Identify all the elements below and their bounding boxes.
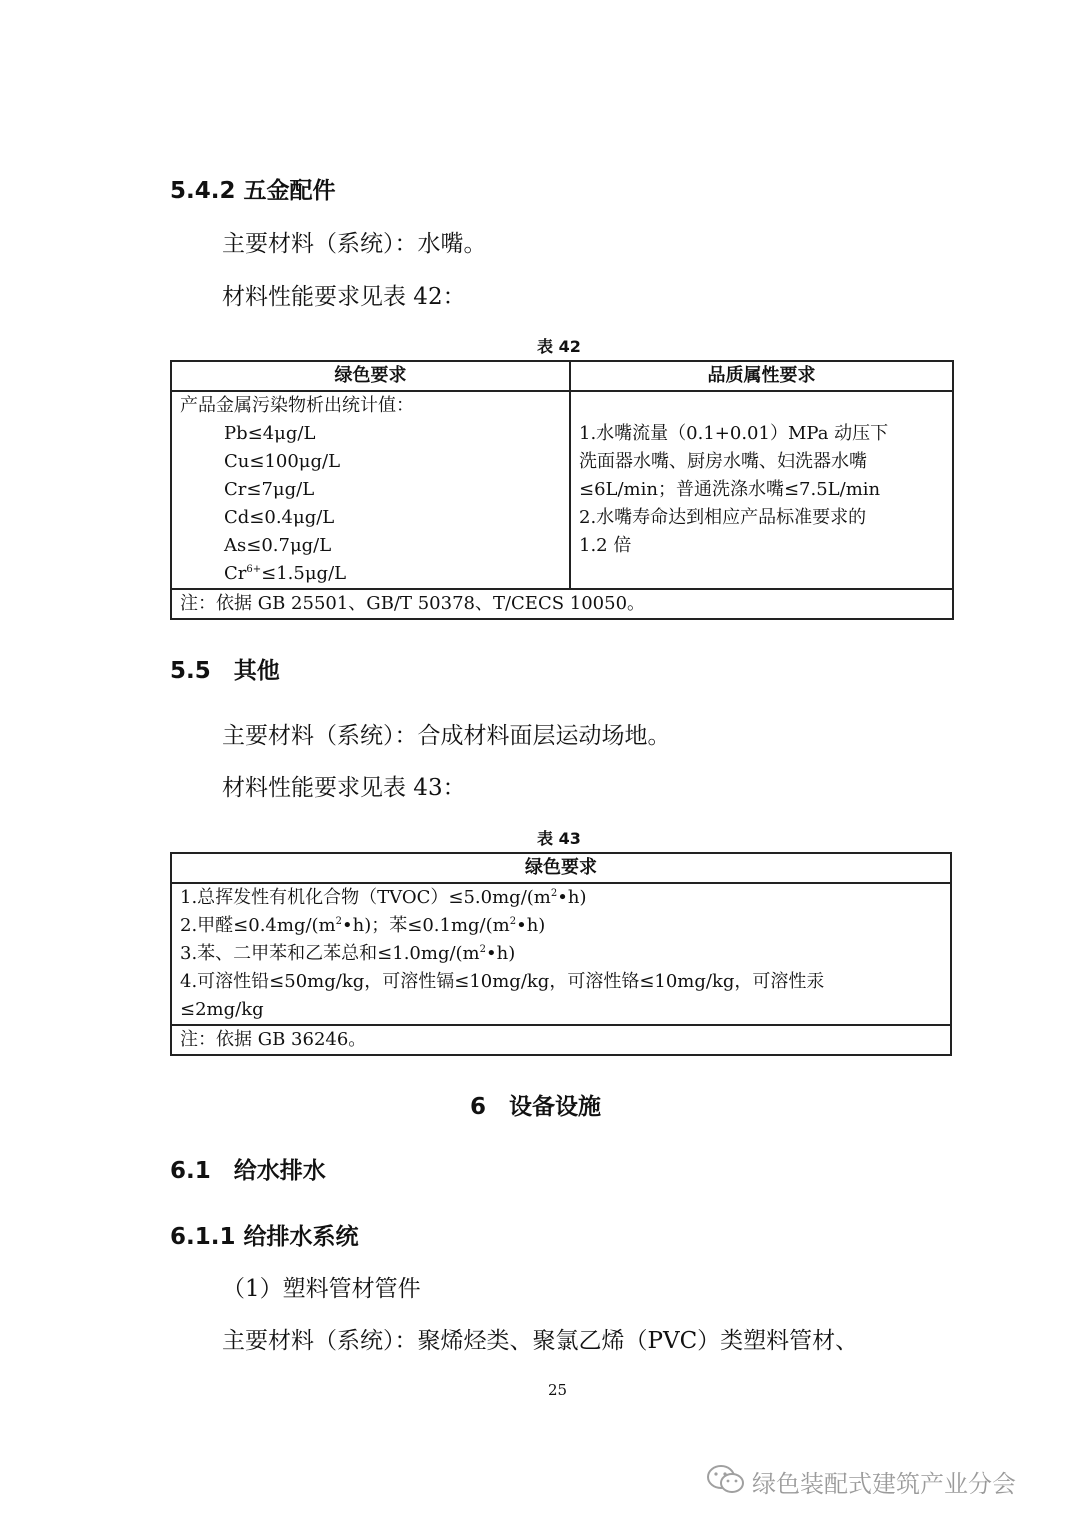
requirement-line: [180, 940, 942, 968]
superscript: 2: [509, 916, 517, 927]
table-cell-green: [171, 391, 570, 589]
wechat-icon: [706, 1463, 746, 1497]
table-cell-text: 洗面器水嘴、厨房水嘴、妇洗器水嘴: [579, 451, 867, 472]
section-heading-6-1-1: 6.1.1 给排水系统: [170, 1224, 359, 1250]
superscript: 6+: [246, 564, 262, 575]
table-note: 注：依据 GB 36246。: [171, 1025, 951, 1055]
table-header-green: 绿色要求: [171, 361, 570, 391]
requirement-text: •h): [557, 887, 587, 908]
paragraph-subitem: （1）塑料管材管件: [222, 1276, 421, 1302]
metal-limit: Cu≤100μg/L: [224, 451, 341, 472]
paragraph-main-material: 主要材料（系统）：合成材料面层运动场地。: [222, 723, 671, 749]
chapter-heading-6: 6 设备设施: [470, 1094, 602, 1120]
table-cell-green: [171, 883, 951, 1025]
requirement-text: 1.总挥发性有机化合物（TVOC）≤5.0mg/(m: [180, 887, 551, 908]
metal-limit-cr6: [180, 560, 561, 588]
requirement-line: [180, 884, 942, 912]
section-heading-5-4-2: 5.4.2 五金配件: [170, 178, 336, 204]
superscript: 2: [335, 916, 343, 927]
table-cell-text: 产品金属污染物析出统计值：: [180, 395, 414, 416]
section-heading-6-1: 6.1 给水排水: [170, 1158, 326, 1184]
table-cell-text: 1.水嘴流量（0.1+0.01）MPa 动压下: [579, 423, 889, 444]
paragraph-table-ref: 材料性能要求见表 42：: [222, 284, 466, 310]
page-number: 25: [548, 1381, 568, 1399]
superscript: 2: [550, 888, 558, 899]
paragraph-table-ref: 材料性能要求见表 43：: [222, 775, 466, 801]
section-heading-5-5: 5.5 其他: [170, 658, 280, 684]
paragraph-main-material: 主要材料（系统）：水嘴。: [222, 231, 487, 257]
requirement-text: •h): [486, 943, 516, 964]
table-note: 注：依据 GB 25501、GB/T 50378、T/CECS 10050。: [171, 589, 953, 619]
requirement-line: 4.可溶性铅≤50mg/kg，可溶性镉≤10mg/kg，可溶性铬≤10mg/kg，可溶性汞: [180, 971, 825, 992]
requirement-text: •h)；苯≤0.1mg/(m: [342, 915, 510, 936]
table-cell-quality: [570, 391, 953, 589]
requirement-text: 2.甲醛≤0.4mg/(m: [180, 915, 336, 936]
table-43: [170, 852, 952, 1056]
superscript: 2: [479, 944, 487, 955]
paragraph-main-material: 主要材料（系统）：聚烯烃类、聚氯乙烯（PVC）类塑料管材、: [222, 1328, 859, 1354]
table-header-green: 绿色要求: [171, 853, 951, 883]
metal-limit-value: ≤1.5μg/L: [261, 563, 347, 584]
table-42: [170, 360, 954, 620]
requirement-line: [180, 912, 942, 940]
metal-limit: Pb≤4μg/L: [224, 423, 316, 444]
table-header-quality: 品质属性要求: [570, 361, 953, 391]
requirement-text: •h): [516, 915, 546, 936]
metal-limit: Cr≤7μg/L: [224, 479, 315, 500]
table-cell-text: ≤6L/min；普通洗涤水嘴≤7.5L/min: [579, 479, 881, 500]
table-caption: 表 43: [537, 829, 581, 848]
requirement-text: 3.苯、二甲苯和乙苯总和≤1.0mg/(m: [180, 943, 480, 964]
watermark-text: 绿色装配式建筑产业分会: [752, 1470, 1016, 1498]
metal-limit: Cd≤0.4μg/L: [224, 507, 335, 528]
requirement-line: ≤2mg/kg: [180, 999, 264, 1020]
table-cell-text: 1.2 倍: [579, 535, 632, 556]
table-cell-text: 2.水嘴寿命达到相应产品标准要求的: [579, 507, 867, 528]
metal-limit: As≤0.7μg/L: [224, 535, 332, 556]
metal-symbol: Cr: [224, 563, 247, 584]
table-caption: 表 42: [537, 337, 581, 356]
